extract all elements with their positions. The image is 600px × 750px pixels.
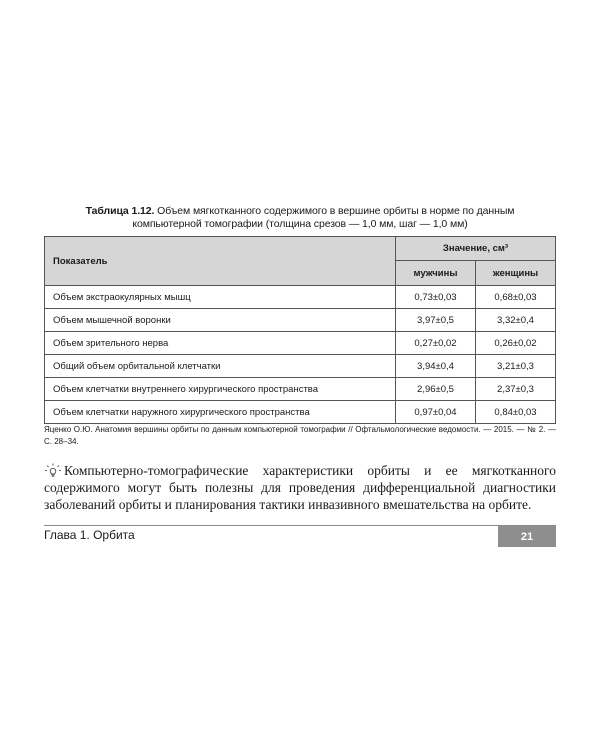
- row-female-value: 0,84±0,03: [476, 401, 556, 424]
- header-female: женщины: [476, 261, 556, 286]
- table-row: [45, 309, 556, 332]
- tip-paragraph: [44, 462, 556, 513]
- row-female-value: 0,26±0,02: [476, 332, 556, 355]
- lightbulb-icon: [44, 463, 62, 477]
- row-female-value: 0,68±0,03: [476, 286, 556, 309]
- row-name: Объем экстраокулярных мышц: [45, 286, 396, 309]
- table-caption-text: Объем мягкотканного содержимого в вершине орбиты в норме по данным компьютерной томографии (толщина срезов — 1,0 мм, шаг — 1,0 мм): [132, 205, 515, 230]
- table-header-row: [45, 237, 556, 261]
- row-male-value: 2,96±0,5: [396, 378, 476, 401]
- table-caption-label: Таблица 1.12.: [85, 205, 155, 217]
- table-row: [45, 401, 556, 424]
- table-source-note: Яценко О.Ю. Анатомия вершины орбиты по данным компьютерной томографии // Офтальмологические ведомости. — 2015. — № 2. — С. 28–34.: [44, 425, 556, 446]
- table-row: [45, 355, 556, 378]
- row-name: Объем зрительного нерва: [45, 332, 396, 355]
- table-row: [45, 332, 556, 355]
- row-male-value: 0,27±0,02: [396, 332, 476, 355]
- footer-divider: [44, 525, 556, 526]
- table-caption: [50, 205, 550, 231]
- table-row: [45, 286, 556, 309]
- row-name: Общий объем орбитальной клетчатки: [45, 355, 396, 378]
- page-number: 21: [498, 526, 556, 547]
- header-male: мужчины: [396, 261, 476, 286]
- row-male-value: 0,97±0,04: [396, 401, 476, 424]
- row-female-value: 2,37±0,3: [476, 378, 556, 401]
- row-name: Объем клетчатки наружного хирургического пространства: [45, 401, 396, 424]
- table-row: [45, 378, 556, 401]
- tip-text: Компьютерно-томографические характеристики орбиты и ее мягкотканного содержимого могут быть полезны для проведения дифференциальной диагностики заболеваний орбиты и планирования тактики инвазивного вмешательства на орбите.: [44, 463, 556, 512]
- row-name: Объем мышечной воронки: [45, 309, 396, 332]
- data-table: [44, 236, 556, 424]
- header-value: Значение, см³: [396, 237, 556, 261]
- chapter-title: Глава 1. Орбита: [44, 528, 135, 542]
- row-female-value: 3,21±0,3: [476, 355, 556, 378]
- row-male-value: 3,94±0,4: [396, 355, 476, 378]
- header-indicator: Показатель: [45, 237, 396, 286]
- row-male-value: 3,97±0,5: [396, 309, 476, 332]
- row-male-value: 0,73±0,03: [396, 286, 476, 309]
- row-name: Объем клетчатки внутреннего хирургического пространства: [45, 378, 396, 401]
- row-female-value: 3,32±0,4: [476, 309, 556, 332]
